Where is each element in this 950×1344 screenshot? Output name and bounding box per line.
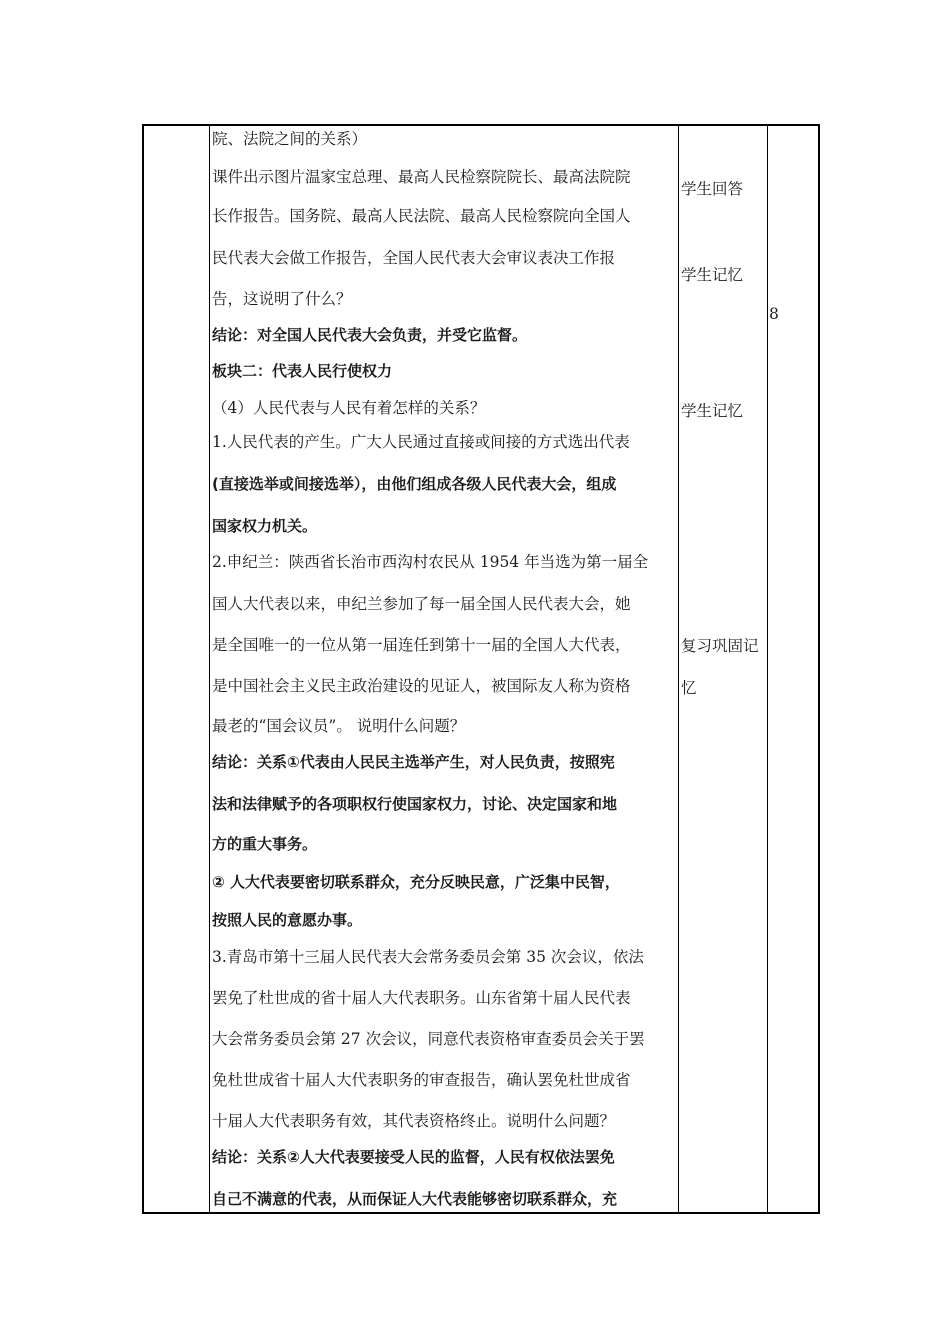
conclusion-line: 按照人民的意愿办事。 bbox=[212, 911, 363, 929]
content-line: 1.人民代表的产生。广大人民通过直接或间接的方式选出代表 bbox=[212, 433, 630, 451]
conclusion-line: 结论：关系②人大代表要接受人民的监督，人民有权依法罢免 bbox=[212, 1148, 615, 1166]
student-activity: 复习巩固记 bbox=[681, 637, 759, 655]
student-activity: 学生回答 bbox=[681, 180, 744, 198]
content-line: 最老的“国会议员”。 说明什么问题？ bbox=[212, 717, 466, 735]
time-allocation: 8 bbox=[769, 305, 779, 323]
column-divider bbox=[209, 124, 210, 1214]
content-line: 长作报告。国务院、最高人民法院、最高人民检察院向全国人 bbox=[212, 207, 631, 225]
column-divider bbox=[767, 124, 768, 1214]
student-activity: 学生记忆 bbox=[681, 402, 744, 420]
content-line: 国人大代表以来，申纪兰参加了每一届全国人民代表大会，她 bbox=[212, 595, 631, 613]
content-line: 告，这说明了什么？ bbox=[212, 290, 352, 308]
content-line: 是全国唯一的一位从第一届连任到第十一届的全国人大代表， bbox=[212, 636, 631, 654]
conclusion-line: 结论：关系①代表由人民民主选举产生，对人民负责，按照宪 bbox=[212, 753, 615, 771]
content-line: 课件出示图片温家宝总理、最高人民检察院院长、最高法院院 bbox=[212, 168, 631, 186]
conclusion-line: 自己不满意的代表，从而保证人大代表能够密切联系群众，充 bbox=[212, 1190, 618, 1208]
emphasis-line: 国家权力机关。 bbox=[212, 517, 318, 535]
student-activity: 学生记忆 bbox=[681, 266, 744, 284]
content-line: 大会常务委员会第 27 次会议，同意代表资格审查委员会关于罢 bbox=[212, 1030, 645, 1048]
column-divider bbox=[678, 124, 679, 1214]
emphasis-line: (直接选举或间接选举），由他们组成各级人民代表大会，组成 bbox=[212, 475, 617, 493]
conclusion-line: ② 人大代表要密切联系群众，充分反映民意，广泛集中民智， bbox=[212, 873, 620, 891]
conclusion-line: 法和法律赋予的各项职权行使国家权力，讨论、决定国家和地 bbox=[212, 795, 618, 813]
student-activity: 忆 bbox=[681, 679, 697, 697]
lesson-table bbox=[142, 124, 820, 1214]
content-line: 十届人大代表职务有效，其代表资格终止。说明什么问题？ bbox=[212, 1112, 616, 1130]
question-line: （4）人民代表与人民有着怎样的关系？ bbox=[212, 399, 486, 417]
content-line: 3.青岛市第十三届人民代表大会常务委员会第 35 次会议，依法 bbox=[212, 948, 644, 966]
section-heading: 板块二：代表人民行使权力 bbox=[212, 362, 393, 380]
conclusion-line: 结论：对全国人民代表大会负责，并受它监督。 bbox=[212, 326, 528, 344]
content-line: 民代表大会做工作报告，全国人民代表大会审议表决工作报 bbox=[212, 249, 616, 267]
conclusion-line: 方的重大事务。 bbox=[212, 835, 318, 853]
content-line: 是中国社会主义民主政治建设的见证人，被国际友人称为资格 bbox=[212, 677, 631, 695]
content-line: 罢免了杜世成的省十届人大代表职务。山东省第十届人民代表 bbox=[212, 989, 631, 1007]
content-line: 2.申纪兰：陕西省长治市西沟村农民从 1954 年当选为第一届全 bbox=[212, 553, 649, 571]
content-line: 免杜世成省十届人大代表职务的审查报告，确认罢免杜世成省 bbox=[212, 1071, 631, 1089]
content-line: 院、法院之间的关系） bbox=[212, 130, 368, 148]
